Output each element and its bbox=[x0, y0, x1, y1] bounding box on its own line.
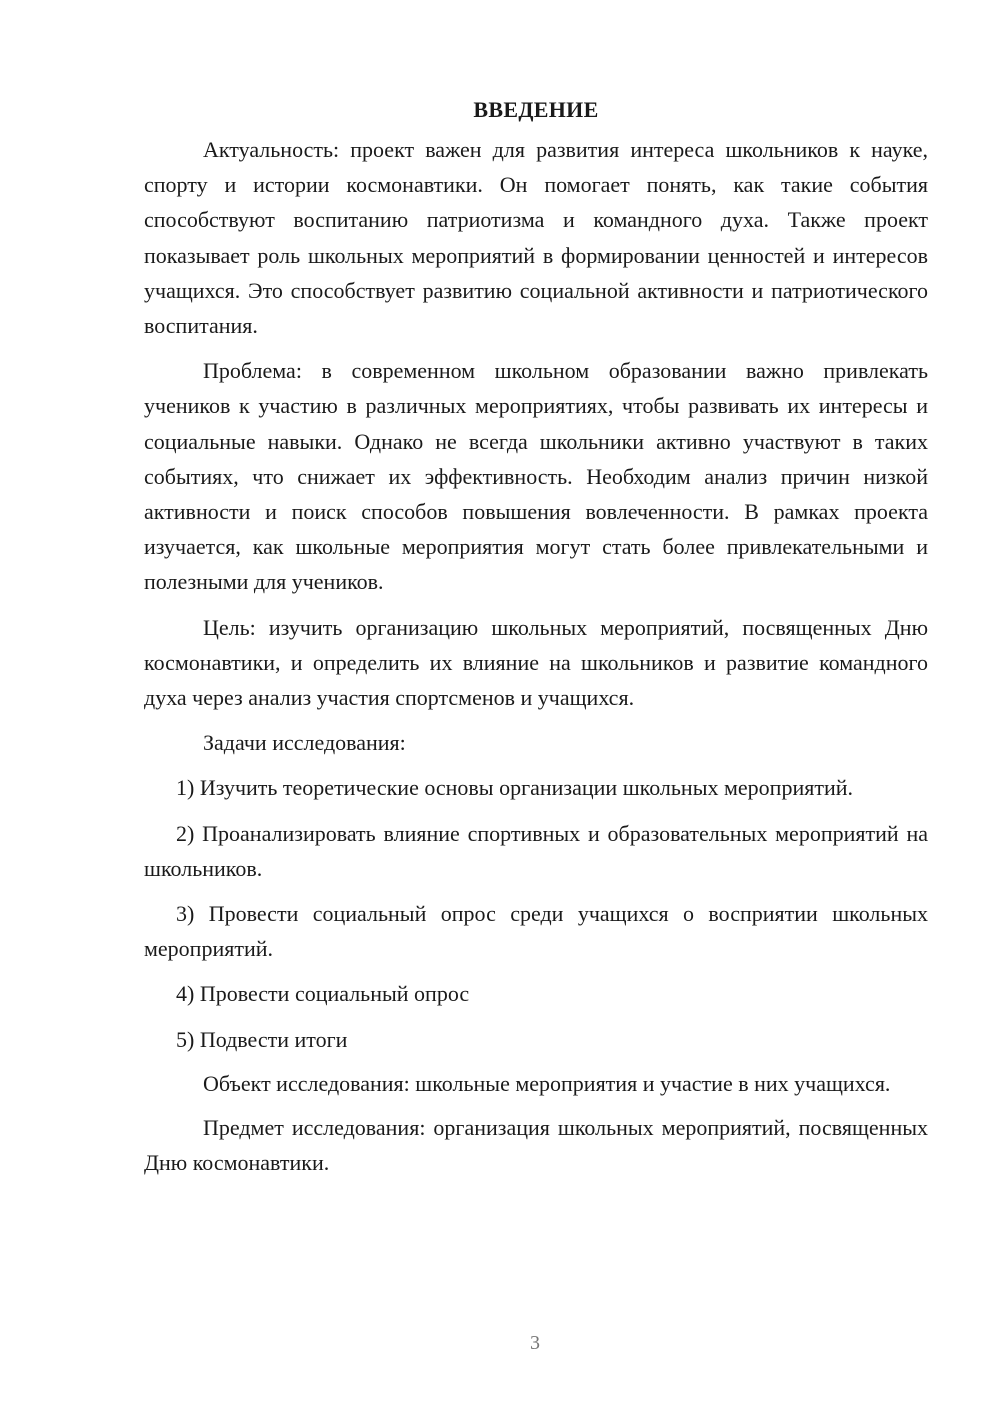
list-item: 3) Провести социальный опрос среди учащихся о восприятии школьных мероприятий. bbox=[144, 901, 928, 962]
goal-paragraph: Цель: изучить организацию школьных мероприятий, посвященных Дню космонавтики, и определить их влияние на школьников и развитие командного духа через анализ участия спортсменов и учащихся. bbox=[144, 614, 928, 711]
problem-paragraph: Проблема: в современном школьном образовании важно привлекать учеников к участию в различных мероприятиях, чтобы развивать их интересы и социальные навыки. Однако не всегда школьники активно участвуют в таких событиях, что снижает их эффективность. Необходим анализ причин низкой активности и поиск способов повышения вовлеченности. В рамках проекта изучается, как школьные мероприятия могут стать более привлекательными и полезными для учеников. bbox=[144, 358, 928, 595]
page-number: 3 bbox=[530, 1332, 540, 1354]
list-item: 5) Подвести итоги bbox=[176, 1026, 348, 1052]
tasks-list bbox=[144, 770, 928, 1056]
document-page bbox=[144, 92, 928, 1180]
relevance-paragraph: Актуальность: проект важен для развития интереса школьников к науке, спорту и истории космонавтики. Он помогает понять, как такие события способствуют воспитанию патриотизма и командного духа. Также проект показывает роль школьных мероприятий в формировании ценностей и интересов учащихся. Это способствует развитию социальной активности и патриотического воспитания. bbox=[144, 137, 928, 339]
object-paragraph: Объект исследования: школьные мероприятия и участие в них учащихся. bbox=[203, 1070, 891, 1096]
page-title: ВВЕДЕНИЕ bbox=[473, 97, 599, 122]
list-item: 1) Изучить теоретические основы организации школьных мероприятий. bbox=[176, 775, 853, 801]
list-item: 4) Провести социальный опрос bbox=[176, 981, 470, 1007]
subject-paragraph: Предмет исследования: организация школьных мероприятий, посвященных Дню космонавтики. bbox=[144, 1115, 928, 1176]
tasks-heading: Задачи исследования: bbox=[203, 730, 406, 756]
list-item: 2) Проанализировать влияние спортивных и образовательных мероприятий на школьников. bbox=[144, 820, 928, 881]
